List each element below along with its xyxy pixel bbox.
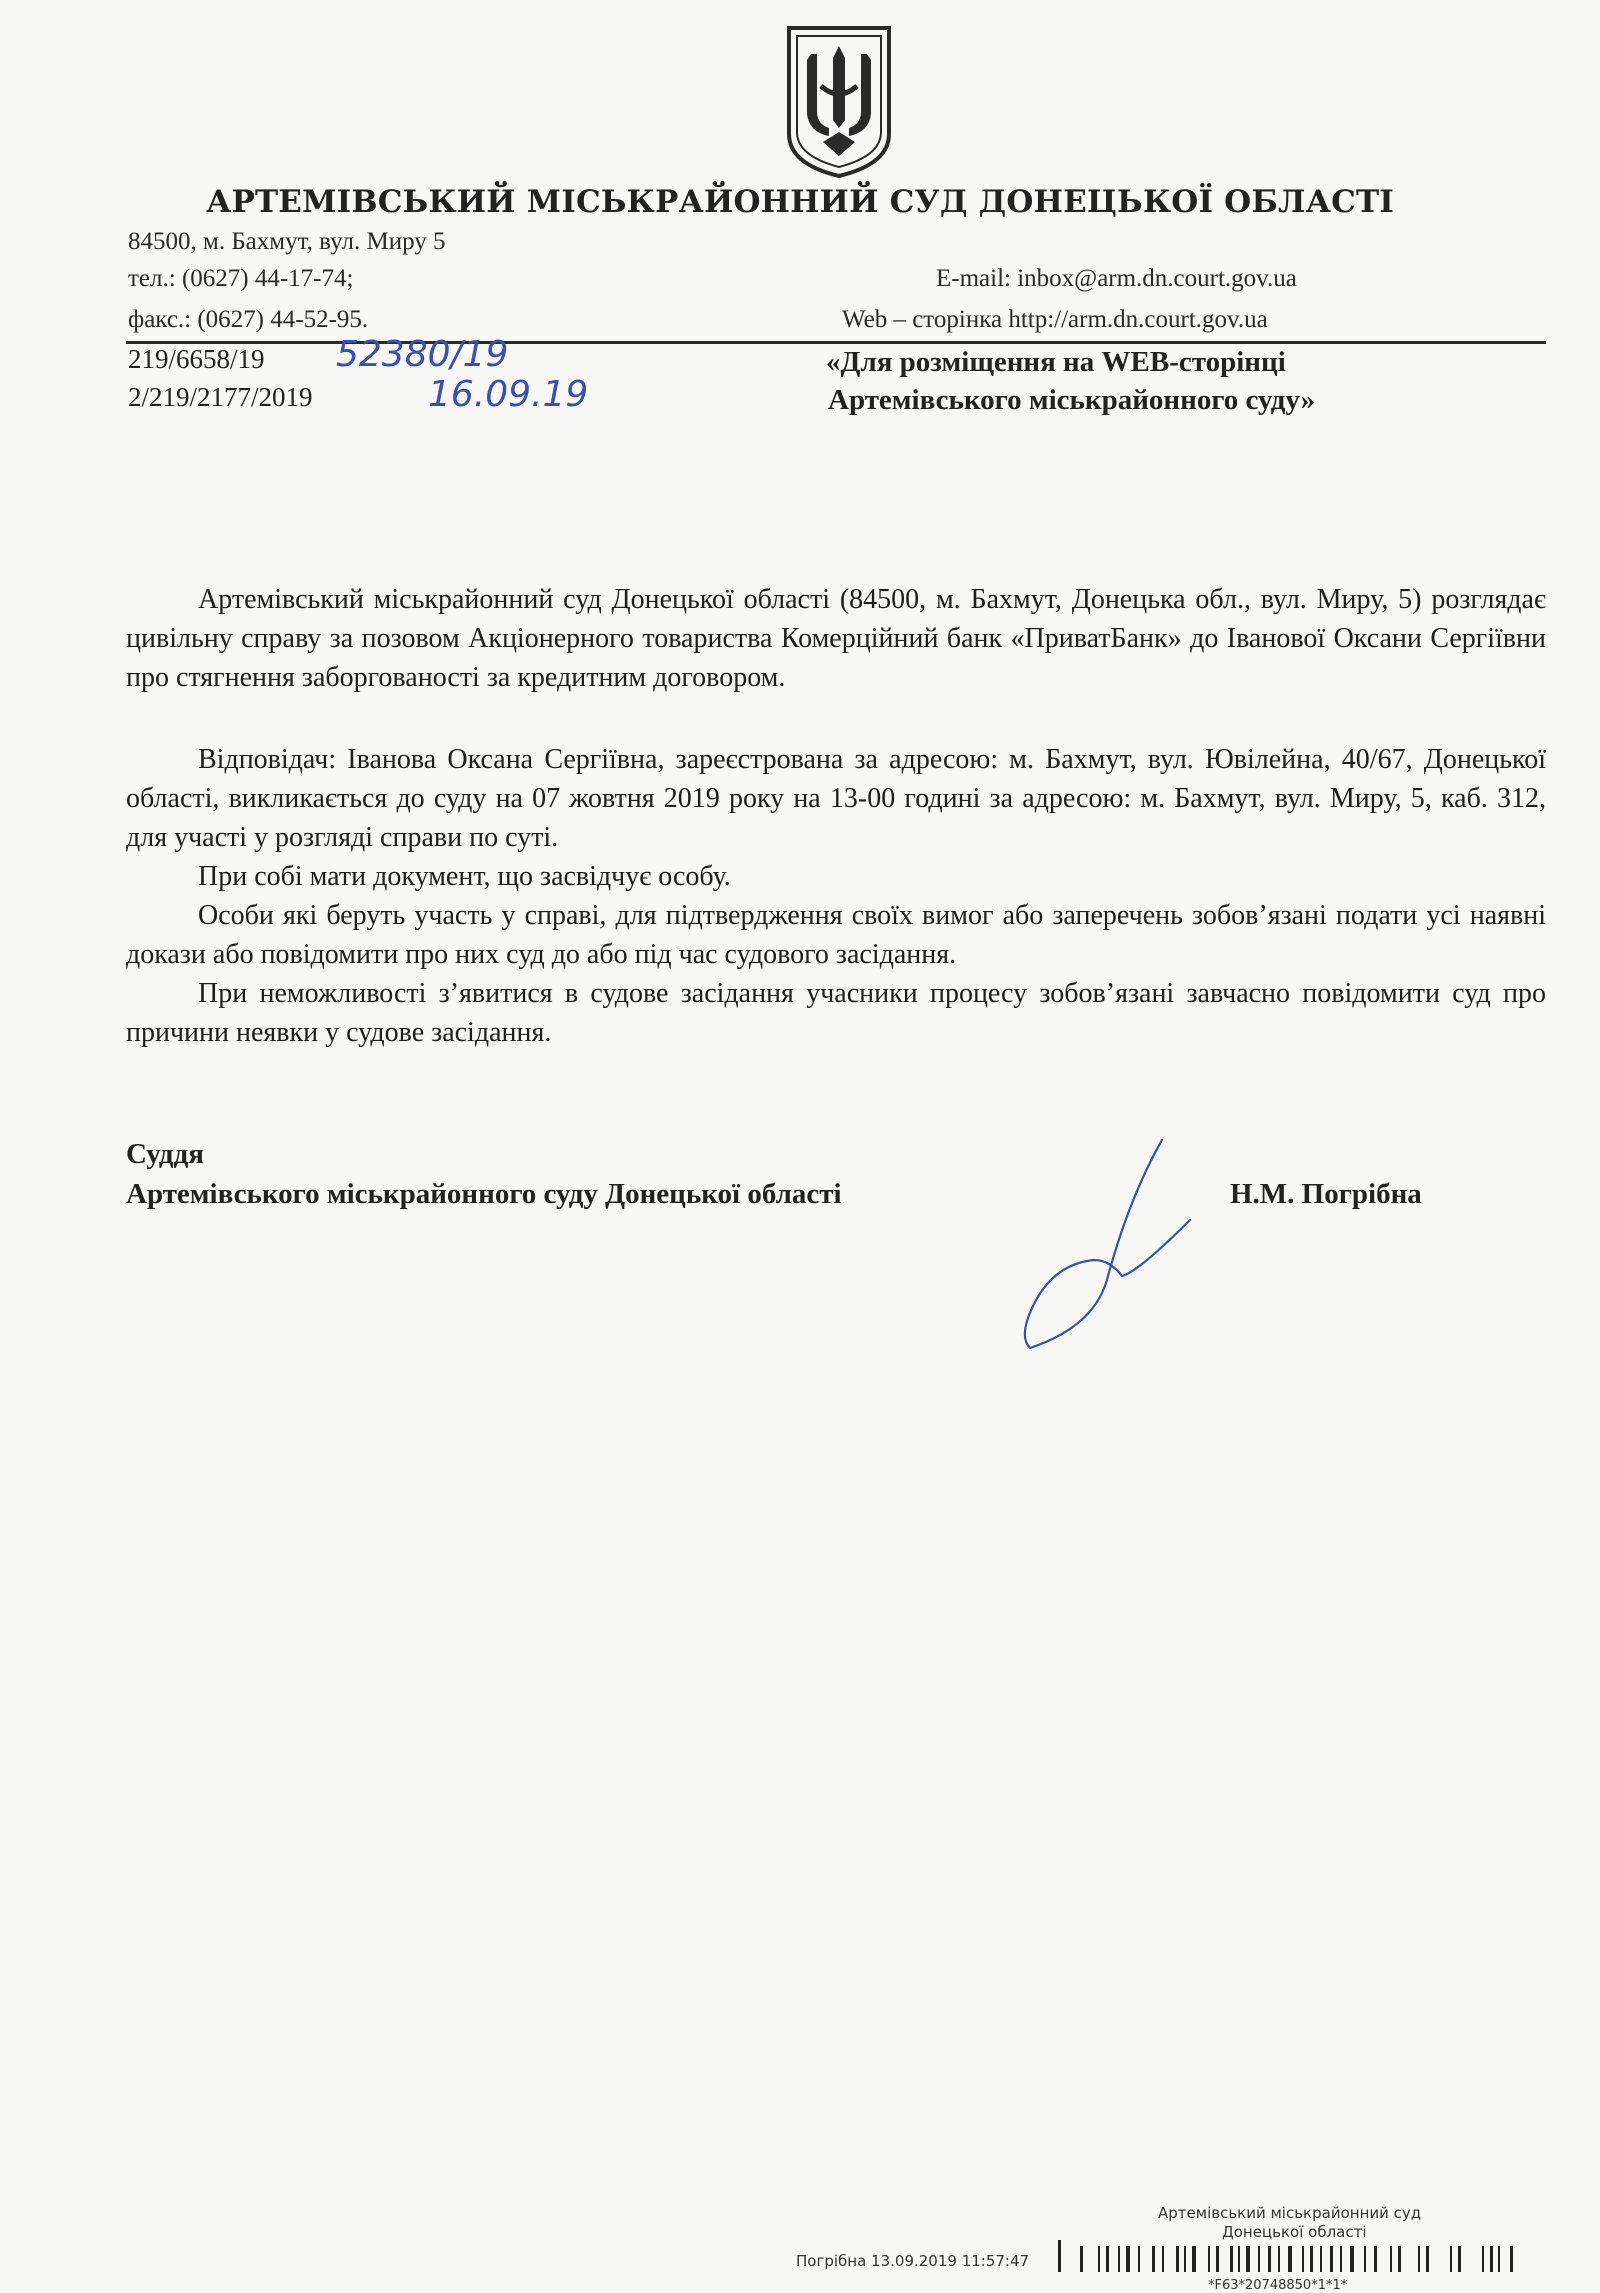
court-name: АРТЕМІВСЬКИЙ МІСЬКРАЙОННИЙ СУД ДОНЕЦЬКОЇ ОБЛАСТІ	[206, 184, 1394, 220]
signature-title: Суддя	[126, 1138, 204, 1170]
court-email: E-mail: inbox@arm.dn.court.gov.ua	[936, 265, 1297, 292]
judge-name: Н.М. Погрібна	[1230, 1178, 1422, 1210]
court-website: Web – сторінка http://arm.dn.court.gov.ua	[842, 306, 1268, 333]
court-address: 84500, м. Бахмут, вул. Миру 5	[128, 228, 446, 255]
outgoing-number: 2/219/2177/2019	[128, 382, 313, 412]
court-fax: факс.: (0627) 44-52-95.	[128, 306, 369, 333]
notice-line-2: Артемівського міськрайонного суду»	[828, 384, 1316, 416]
signature-court: Артемівського міськрайонного суду Донецької області	[126, 1178, 842, 1210]
stamp-court-line-2: Донецької області	[1222, 2223, 1367, 2241]
barcode-text: *F63*20748850*1*1*	[1208, 2278, 1348, 2293]
body-paragraph-4: Особи які беруть участь у справі, для підтвердження своїх вимог або заперечень зобов’язані подати усі наявні докази або повідомити про них суд до або під час судового засідання.	[126, 900, 1546, 970]
handwritten-date: 16.09.19	[428, 374, 589, 415]
body-paragraph-5: При неможливості з’явитися в судове засідання учасники процесу зобов’язані завчасно повідомити суд про причини неявки у судове засідання.	[126, 978, 1546, 1048]
notice-line-1: «Для розміщення на WEB-сторінці	[826, 346, 1286, 378]
ukraine-trident-icon	[783, 24, 895, 180]
barcode-icon	[1058, 2240, 1538, 2280]
case-number: 219/6658/19	[128, 344, 265, 374]
stamp-court-line-1: Артемівський міськрайонний суд	[1158, 2204, 1422, 2222]
body-paragraph-2: Відповідач: Іванова Оксана Сергіївна, зареєстрована за адресою: м. Бахмут, вул. Ювілейна, 40/67, Донецької області, викликається до суду на 07 жовтня 2019 року на 13-00 годині за адресою: м. Бахмут, вул. Миру, 5, каб. 312, для участі у розгляді справи по суті.	[126, 744, 1546, 853]
body-paragraph-3: При собі мати документ, що засвідчує особу.	[198, 861, 731, 892]
handwritten-registration-number: 52380/19	[336, 334, 509, 375]
handwritten-signature	[1010, 1136, 1210, 1356]
stamp-timestamp: Погрібна 13.09.2019 11:57:47	[796, 2252, 1030, 2270]
court-phone: тел.: (0627) 44-17-74;	[128, 265, 354, 292]
body-paragraph-1: Артемівський міськрайонний суд Донецької області (84500, м. Бахмут, Донецька обл., вул. Миру, 5) розглядає цивільну справу за позовом Акціонерного товариства Комерційний банк «ПриватБанк» до Іванової Оксани Сергіївни про стягнення заборгованості за кредитним договором.	[126, 584, 1546, 693]
